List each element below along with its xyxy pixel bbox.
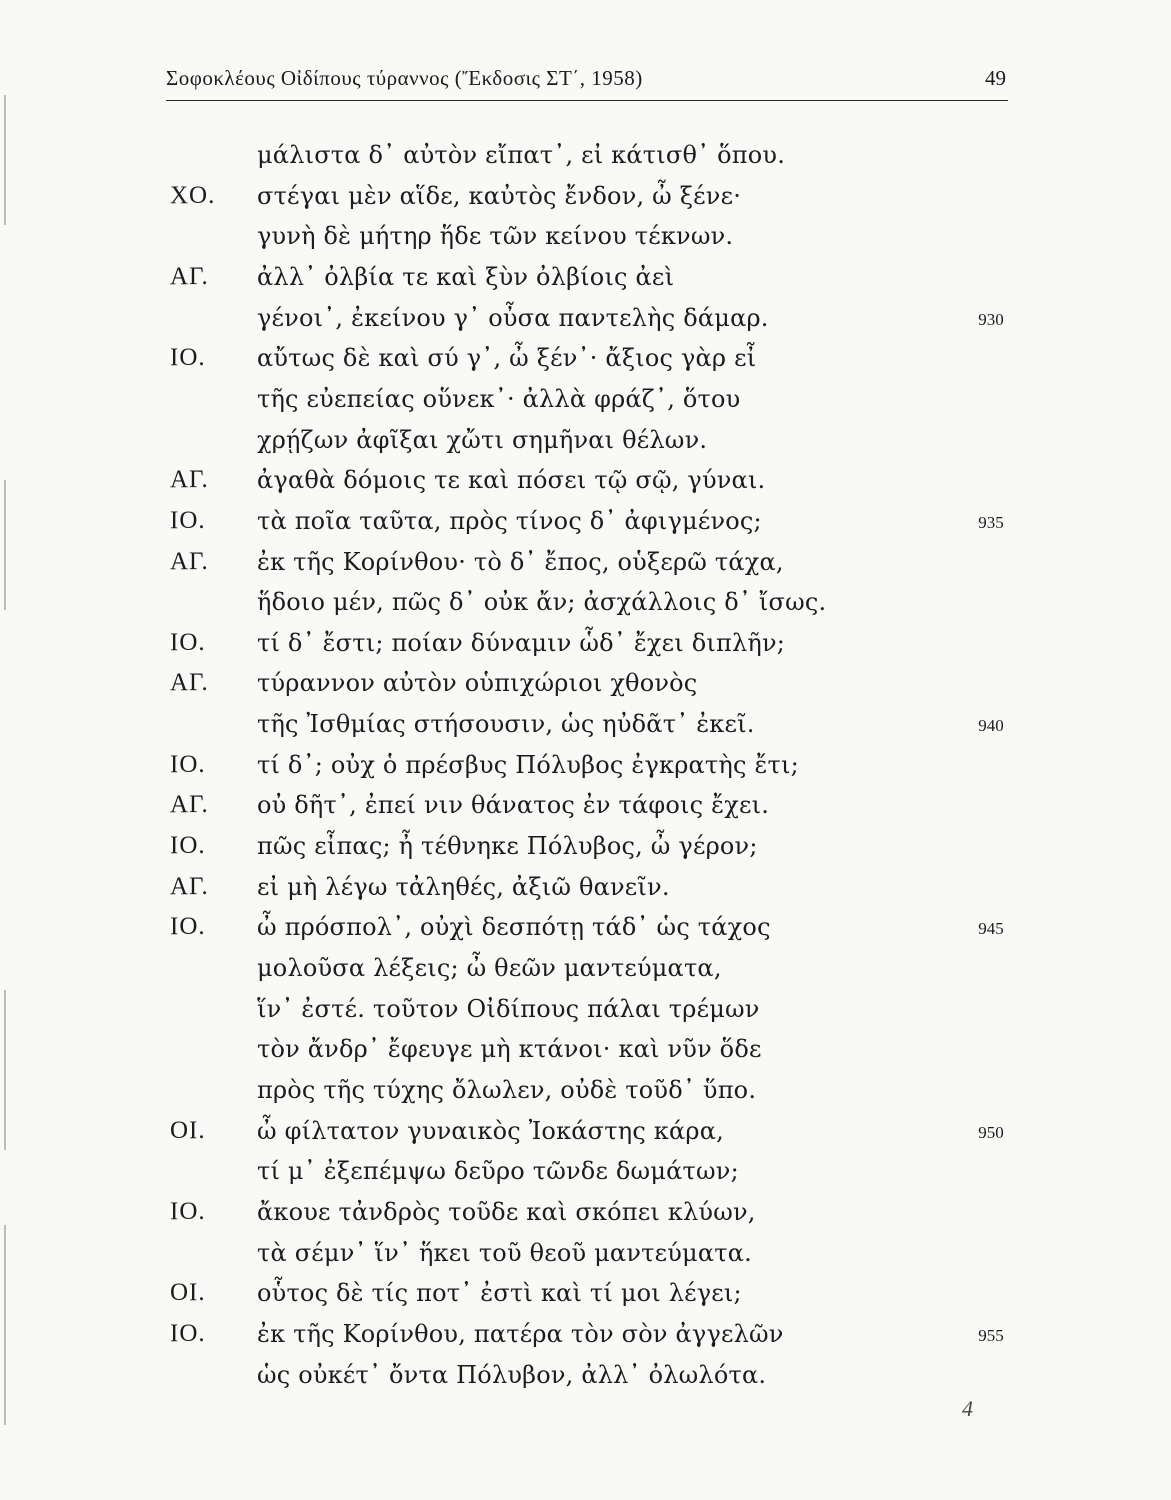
verse-text: τὰ σέμν᾽ ἵν᾽ ἥκει τοῦ θεοῦ μαντεύματα. [257,1238,752,1267]
verse-line [0,222,1171,262]
verse-text: μολοῦσα λέξεις; ὦ θεῶν μαντεύματα, [257,954,722,982]
verse-text: ἵν᾽ ἐστέ. τοῦτον Οἰδίπους πάλαι τρέμων [257,994,760,1023]
verse-text: τὸν ἄνδρ᾽ ἔφευγε μὴ κτάνοι· καὶ νῦν ὅδε [257,1035,762,1064]
speaker-label: ΑΓ. [170,547,209,575]
speaker-label: ΑΓ. [170,262,209,290]
verse-text: τύραννον αὐτὸν οὑπιχώριοι χθονὸς [257,669,698,698]
verse-line [0,913,1171,953]
speaker-label: ΙΟ. [170,628,206,656]
line-number: 935 [978,512,1004,532]
verse-text: ὡς οὐκέτ᾽ ὄντα Πόλυβον, ἀλλ᾽ ὀλωλότα. [257,1360,767,1389]
speaker-label: ΧΟ. [170,181,216,209]
speaker-label: ΙΟ. [170,913,206,941]
verse-text: μάλιστα δ᾽ αὐτὸν εἴπατ᾽, εἰ κάτισθ᾽ ὅπου. [257,141,786,169]
verse-line [0,832,1171,872]
verse-text: ὦ φίλτατον γυναικὸς Ἰοκάστης κάρα, [257,1116,724,1145]
verse-line [0,669,1171,709]
verse-line [0,141,1171,181]
verse-text: χρῄζων ἀφῖξαι χὤτι σημῆναι θέλων. [257,425,708,454]
speaker-label: ΙΟ. [170,506,206,534]
speaker-label: ΙΟ. [170,1319,206,1347]
verse-line [0,629,1171,669]
verse-text: τῆς εὐεπείας οὕνεκ᾽· ἀλλὰ φράζ᾽, ὅτου [257,384,741,413]
verse-text: ἐκ τῆς Κορίνθου, πατέρα τὸν σὸν ἀγγελῶν [257,1319,784,1348]
verse-text: αὔτως δὲ καὶ σύ γ᾽, ὦ ξέν᾽· ἄξιος γὰρ εἶ [257,344,757,373]
verse-line [0,1076,1171,1116]
verse-text: οὐ δῆτ᾽, ἐπεί νιν θάνατος ἐν τάφοις ἔχει. [257,791,770,820]
verse-line [0,1198,1171,1238]
verse-line [0,1279,1171,1319]
verse-text: ἀγαθὰ δόμοις τε καὶ πόσει τῷ σῷ, γύναι. [257,466,766,495]
verse-line [0,426,1171,466]
running-header [166,64,1008,101]
verse-line [0,1361,1171,1401]
speaker-label: ΑΓ. [170,466,209,494]
line-number: 950 [978,1122,1004,1142]
verse-line [0,710,1171,750]
verse-text: τί δ᾽ ἔστι; ποίαν δύναμιν ὧδ᾽ ἔχει διπλῆν; [257,628,786,657]
verse-text: πῶς εἶπας; ἦ τέθνηκε Πόλυβος, ὦ γέρον; [257,832,758,861]
speaker-label: ΙΟ. [170,832,206,860]
verse-line [0,1157,1171,1197]
verse-line [0,344,1171,384]
verse-line [0,385,1171,425]
verse-line [0,548,1171,588]
verse-text: οὗτος δὲ τίς ποτ᾽ ἐστὶ καὶ τί μοι λέγει; [257,1279,742,1308]
verse-text: τῆς Ἰσθμίας στήσουσιν, ὡς ηὐδᾶτ᾽ ἐκεῖ. [257,710,755,739]
verse-line [0,588,1171,628]
verse-text: ἄκουε τἀνδρὸς τοῦδε καὶ σκόπει κλύων, [257,1197,756,1226]
verse-text: ἐκ τῆς Κορίνθου· τὸ δ᾽ ἔπος, οὑξερῶ τάχα, [257,547,784,576]
verse-line [0,182,1171,222]
speaker-label: ΑΓ. [170,791,209,819]
line-number: 945 [978,919,1004,939]
speaker-label: ΙΟ. [170,1197,206,1225]
verse-line [0,1320,1171,1360]
verse-line [0,1035,1171,1075]
verse-text: ἥδοιο μέν, πῶς δ᾽ οὐκ ἄν; ἀσχάλλοις δ᾽ ἴσως. [257,588,827,617]
verse-text: γένοι᾽, ἐκείνου γ᾽ οὖσα παντελὴς δάμαρ. [257,303,769,332]
verse-line [0,304,1171,344]
line-number: 930 [978,309,1004,329]
verse-line [0,1117,1171,1157]
verse-text: εἰ μὴ λέγω τἀληθές, ἀξιῶ θανεῖν. [257,872,670,901]
speaker-label: ΟΙ. [170,1279,206,1307]
verse-line [0,507,1171,547]
verse-line [0,466,1171,506]
page-number: 49 [985,66,1006,90]
line-number: 955 [978,1325,1004,1345]
verse-text: ὦ πρόσπολ᾽, οὐχὶ δεσπότῃ τάδ᾽ ὡς τάχος [257,913,771,942]
verse-line [0,1239,1171,1279]
verse-text: τί δ᾽; οὐχ ὁ πρέσβυς Πόλυβος ἐγκρατὴς ἔτι; [257,750,799,779]
speaker-label: ΑΓ. [170,872,209,900]
verse-text: στέγαι μὲν αἵδε, καὐτὸς ἔνδον, ὦ ξένε· [257,181,742,210]
verse-line [0,995,1171,1035]
speaker-label: ΙΟ. [170,344,206,372]
verse-line [0,791,1171,831]
verse-line [0,873,1171,913]
verse-text: τὰ ποῖα ταῦτα, πρὸς τίνος δ᾽ ἀφιγμένος; [257,506,762,535]
verse-line [0,751,1171,791]
verse-line [0,954,1171,994]
verse-text: ἀλλ᾽ ὀλβία τε καὶ ξὺν ὀλβίοις ἀεὶ [257,262,675,291]
speaker-label: ΑΓ. [170,669,209,697]
verse-text: πρὸς τῆς τύχης ὄλωλεν, οὐδὲ τοῦδ᾽ ὕπο. [257,1075,757,1104]
speaker-label: ΙΟ. [170,750,206,778]
verse-text: γυνὴ δὲ μήτηρ ἥδε τῶν κείνου τέκνων. [257,222,734,251]
line-number: 940 [978,716,1004,736]
verse-line [0,263,1171,303]
verse-text: τί μ᾽ ἐξεπέμψω δεῦρο τῶνδε δωμάτων; [257,1157,739,1186]
signature-mark: 4 [962,1396,973,1421]
header-title: Σοφοκλέους Οἰδίπους τύραννος (Ἔκδοσις ΣΤ΄, 1958) [166,66,643,90]
speaker-label: ΟΙ. [170,1116,206,1144]
